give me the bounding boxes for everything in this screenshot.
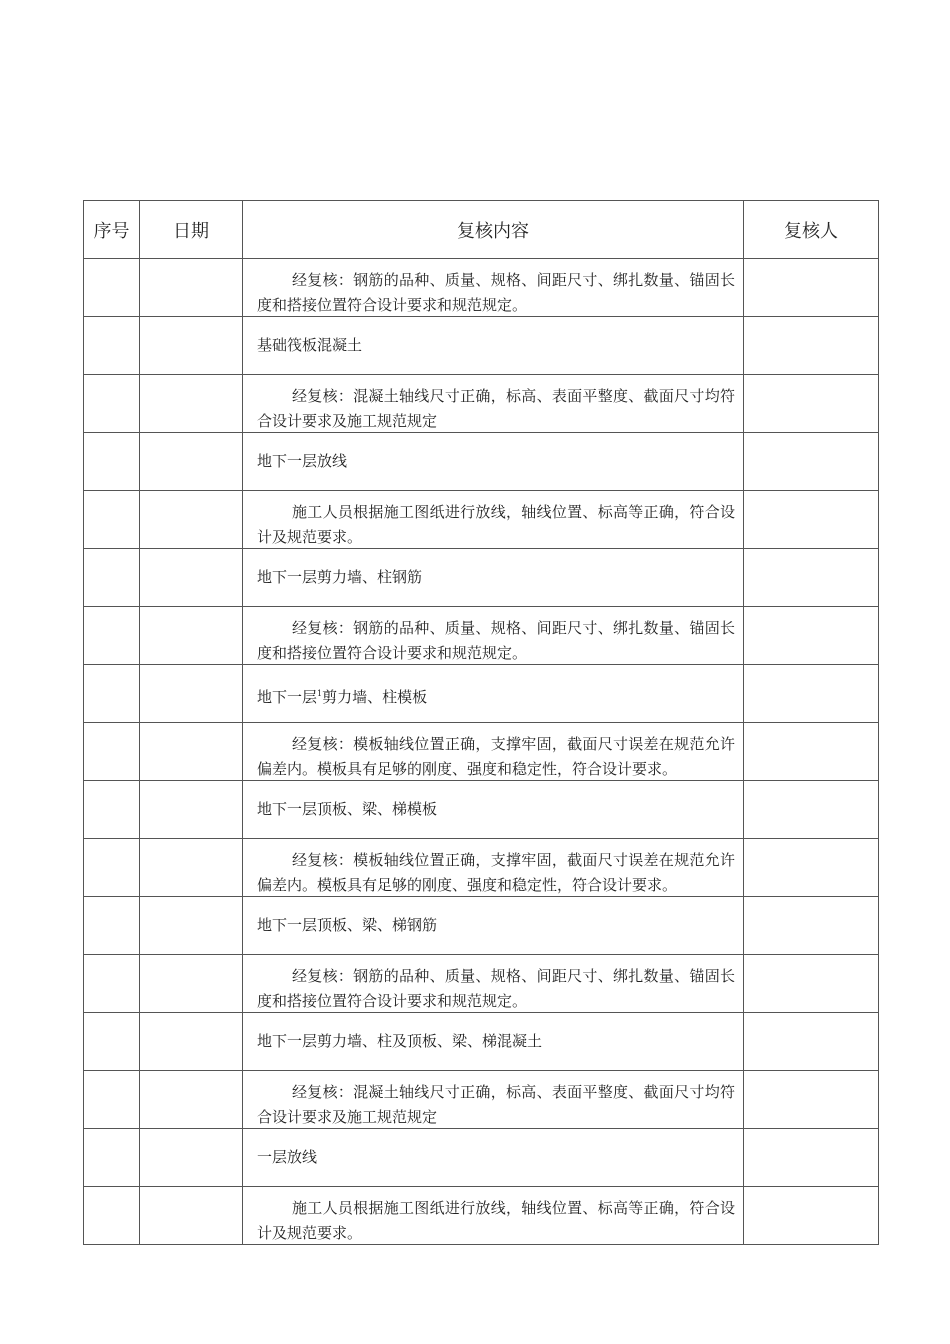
review-item-title: 地下一层顶板、梁、梯模板 [257,800,438,818]
table-row [84,897,879,955]
seq-cell [84,781,140,839]
header-seq: 序号 [84,201,140,259]
date-cell [140,317,243,375]
review-detail-text: 经复核：钢筋的品种、质量、规格、间距尺寸、绑扎数量、锚固长度和搭接位置符合设计要求和规范规定。 [257,271,735,314]
seq-cell [84,607,140,665]
content-cell [243,433,744,491]
seq-cell [84,1187,140,1245]
reviewer-cell [744,1187,879,1245]
content-cell [243,665,744,723]
date-cell [140,1129,243,1187]
seq-cell [84,1071,140,1129]
reviewer-cell [744,897,879,955]
content-cell [243,549,744,607]
reviewer-cell [744,491,879,549]
review-table [83,200,879,1245]
date-cell [140,433,243,491]
content-cell [243,723,744,781]
date-cell [140,259,243,317]
table-row [84,839,879,897]
reviewer-cell [744,1013,879,1071]
reviewer-cell [744,375,879,433]
date-cell [140,1013,243,1071]
content-cell [243,607,744,665]
review-item-title: 一层放线 [257,1148,318,1166]
table-row [84,1013,879,1071]
review-detail-text: 经复核：模板轴线位置正确，支撑牢固，截面尺寸误差在规范允许偏差内。模板具有足够的刚度、强度和稳定性，符合设计要求。 [257,735,735,778]
reviewer-cell [744,839,879,897]
table-row [84,955,879,1013]
table-row [84,1187,879,1245]
reviewer-cell [744,433,879,491]
review-item-title: 地下一层剪力墙、柱及顶板、梁、梯混凝土 [257,1032,543,1050]
table-row [84,433,879,491]
date-cell [140,1187,243,1245]
date-cell [140,839,243,897]
reviewer-cell [744,317,879,375]
date-cell [140,665,243,723]
table-row [84,491,879,549]
seq-cell [84,1013,140,1071]
header-date: 日期 [140,201,243,259]
reviewer-cell [744,259,879,317]
review-detail-text: 经复核：钢筋的品种、质量、规格、间距尺寸、绑扎数量、锚固长度和搭接位置符合设计要求和规范规定。 [257,967,735,1010]
review-item-title: 地下一层放线 [257,452,348,470]
content-cell [243,839,744,897]
table-header-row [84,201,879,259]
date-cell [140,375,243,433]
review-detail-text: 经复核：模板轴线位置正确，支撑牢固，截面尺寸误差在规范允许偏差内。模板具有足够的刚度、强度和稳定性，符合设计要求。 [257,851,735,894]
review-detail-text: 施工人员根据施工图纸进行放线，轴线位置、标高等正确，符合设计及规范要求。 [257,1199,735,1242]
review-detail-text: 经复核：混凝土轴线尺寸正确，标高、表面平整度、截面尺寸均符合设计要求及施工规范规定 [257,387,735,430]
seq-cell [84,433,140,491]
reviewer-cell [744,607,879,665]
table-row [84,1071,879,1129]
table-row [84,1129,879,1187]
seq-cell [84,955,140,1013]
review-item-title: 地下一层剪力墙、柱钢筋 [257,568,423,586]
header-content: 复核内容 [243,201,744,259]
date-cell [140,607,243,665]
seq-cell [84,375,140,433]
review-detail-text: 施工人员根据施工图纸进行放线，轴线位置、标高等正确，符合设计及规范要求。 [257,503,735,546]
review-detail-text: 经复核：混凝土轴线尺寸正确，标高、表面平整度、截面尺寸均符合设计要求及施工规范规定 [257,1083,735,1126]
reviewer-cell [744,1071,879,1129]
review-item-title [243,665,743,722]
content-cell [243,1013,744,1071]
date-cell [140,897,243,955]
content-cell [243,317,744,375]
seq-cell [84,897,140,955]
table-row [84,375,879,433]
table-row [84,665,879,723]
content-cell [243,491,744,549]
date-cell [140,723,243,781]
reviewer-cell [744,549,879,607]
table-row [84,317,879,375]
seq-cell [84,839,140,897]
seq-cell [84,723,140,781]
reviewer-cell [744,1129,879,1187]
reviewer-cell [744,955,879,1013]
table-row [84,781,879,839]
content-cell [243,259,744,317]
content-cell [243,955,744,1013]
seq-cell [84,259,140,317]
content-cell [243,1129,744,1187]
date-cell [140,491,243,549]
footnote-mark: 1 [317,689,323,698]
date-cell [140,955,243,1013]
date-cell [140,1071,243,1129]
seq-cell [84,317,140,375]
table-row [84,259,879,317]
content-cell [243,1187,744,1245]
table-row [84,607,879,665]
title-prefix: 地下一层 [257,688,318,706]
header-reviewer: 复核人 [744,201,879,259]
seq-cell [84,549,140,607]
date-cell [140,549,243,607]
table-row [84,549,879,607]
seq-cell [84,665,140,723]
review-item-title: 地下一层顶板、梁、梯钢筋 [257,916,438,934]
title-suffix: 剪力墙、柱模板 [322,688,428,706]
seq-cell [84,1129,140,1187]
reviewer-cell [744,723,879,781]
content-cell [243,1071,744,1129]
seq-cell [84,491,140,549]
review-detail-text: 经复核：钢筋的品种、质量、规格、间距尺寸、绑扎数量、锚固长度和搭接位置符合设计要求和规范规定。 [257,619,735,662]
reviewer-cell [744,781,879,839]
table-row [84,723,879,781]
review-item-title: 基础筏板混凝土 [257,336,363,354]
content-cell [243,375,744,433]
reviewer-cell [744,665,879,723]
content-cell [243,897,744,955]
content-cell [243,781,744,839]
date-cell [140,781,243,839]
